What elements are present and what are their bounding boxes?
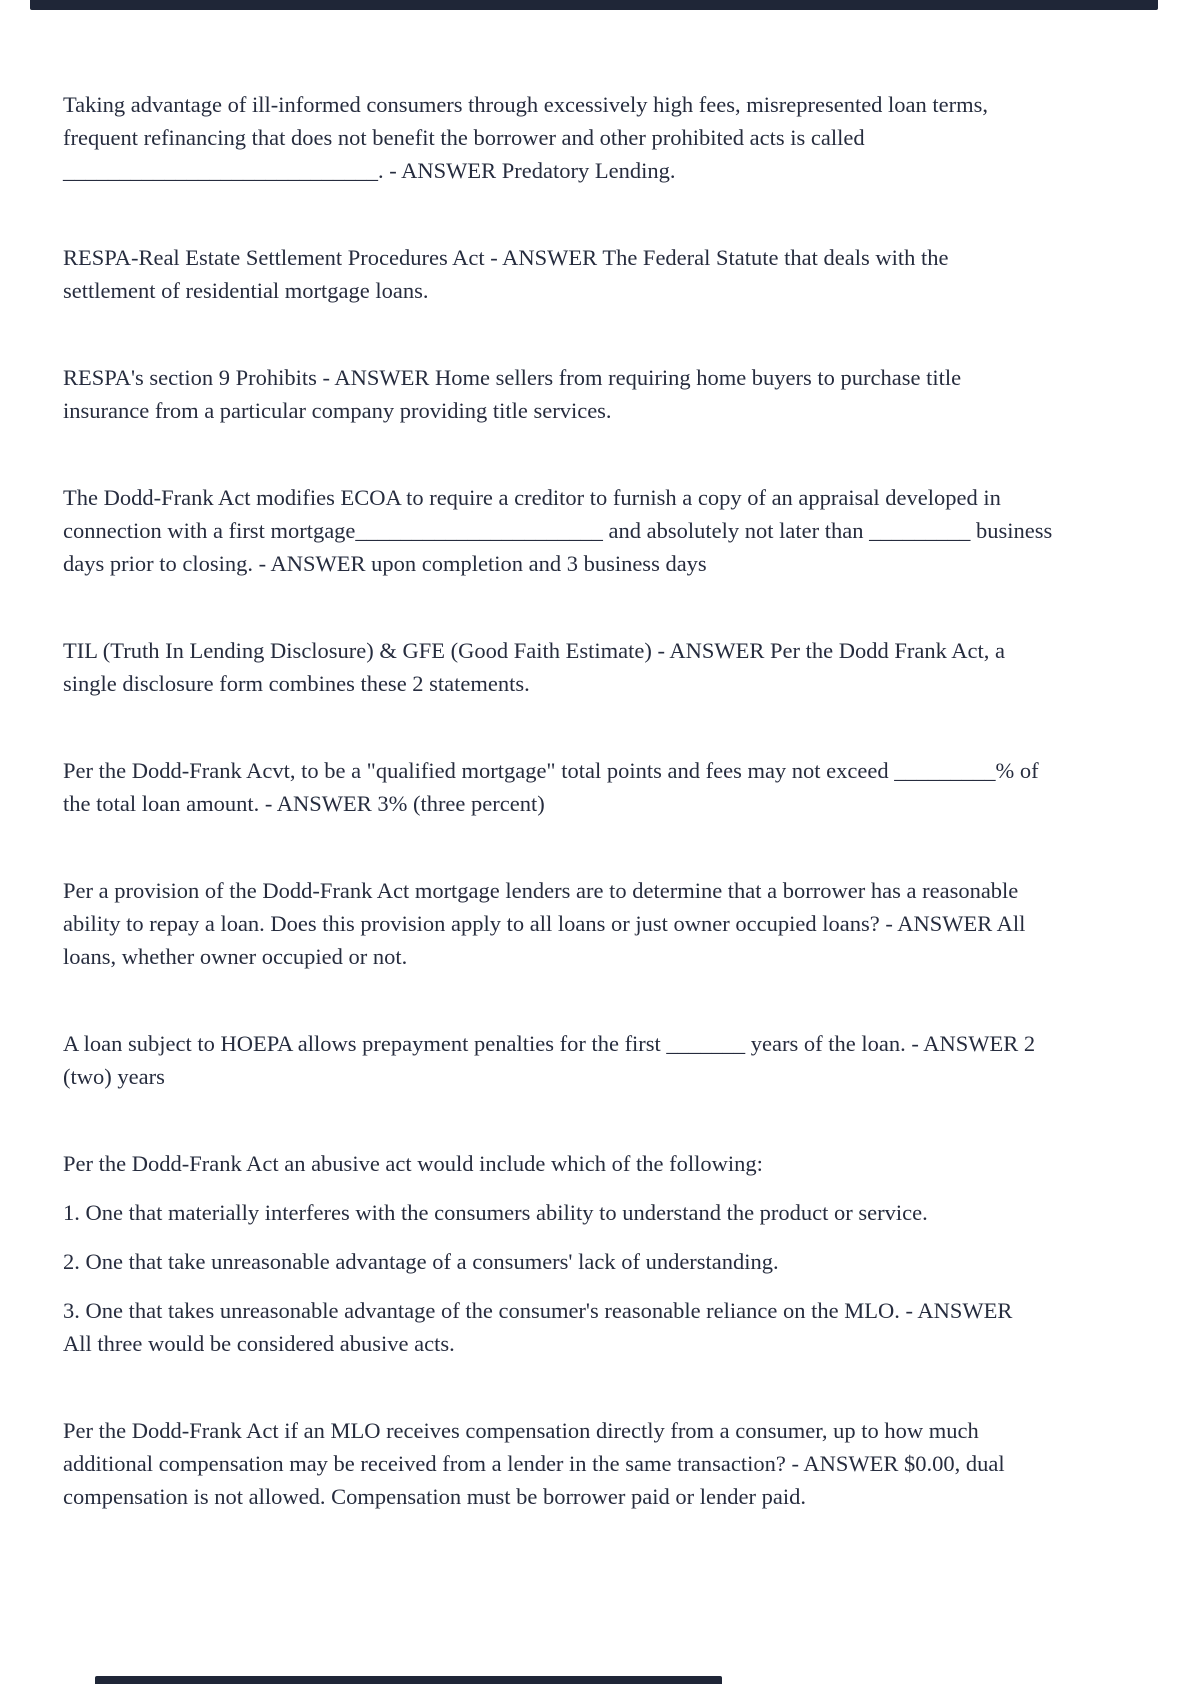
text-line: Per the Dodd-Frank Act if an MLO receives compensation directly from a consumer, up to how much: [63, 1418, 979, 1443]
paragraph-q4-dodd-frank-ecoa-appraisal: [63, 481, 1138, 580]
text-line: connection with a first mortgage______________________ and absolutely not later than _________ business: [63, 518, 1053, 543]
paragraph-q1-predatory-lending: [63, 88, 1138, 187]
text-line: settlement of residential mortgage loans.: [63, 278, 429, 303]
document-body: [63, 88, 1138, 1567]
text-line: Taking advantage of ill-informed consumers through excessively high fees, misrepresented loan terms,: [63, 92, 989, 117]
paragraph-q9-abusive-act-item-2: [63, 1245, 1138, 1278]
text-line: insurance from a particular company providing title services.: [63, 398, 612, 423]
paragraph-q6-qualified-mortgage-points-fees: [63, 754, 1138, 820]
paragraph-q5-til-gfe: [63, 634, 1138, 700]
paragraph-q9-abusive-act-item-1: [63, 1196, 1138, 1229]
text-line: ability to repay a loan. Does this provision apply to all loans or just owner occupied loans? - ANSWER All: [63, 911, 1026, 936]
paragraph-q3-respa-section-9: [63, 361, 1138, 427]
text-line: RESPA's section 9 Prohibits - ANSWER Home sellers from requiring home buyers to purchase title: [63, 365, 962, 390]
text-line: TIL (Truth In Lending Disclosure) & GFE (Good Faith Estimate) - ANSWER Per the Dodd Frank Act, a: [63, 638, 1005, 663]
text-line: compensation is not allowed. Compensation must be borrower paid or lender paid.: [63, 1484, 806, 1509]
text-line: frequent refinancing that does not benefit the borrower and other prohibited acts is called: [63, 125, 865, 150]
text-line: 2. One that take unreasonable advantage of a consumers' lack of understanding.: [63, 1249, 779, 1274]
text-line: single disclosure form combines these 2 statements.: [63, 671, 530, 696]
text-line: (two) years: [63, 1064, 165, 1089]
paragraph-q2-respa-definition: [63, 241, 1138, 307]
text-line: 1. One that materially interferes with the consumers ability to understand the product or service.: [63, 1200, 928, 1225]
text-line: All three would be considered abusive acts.: [63, 1331, 455, 1356]
text-line: Per the Dodd-Frank Act an abusive act would include which of the following:: [63, 1151, 763, 1176]
paragraph-q8-hoepa-prepayment: [63, 1027, 1138, 1093]
text-line: ____________________________. - ANSWER Predatory Lending.: [63, 158, 676, 183]
text-line: the total loan amount. - ANSWER 3% (three percent): [63, 791, 545, 816]
text-line: Per a provision of the Dodd-Frank Act mortgage lenders are to determine that a borrower has a reasonable: [63, 878, 1019, 903]
text-line: additional compensation may be received from a lender in the same transaction? - ANSWER $0.00, dual: [63, 1451, 1005, 1476]
text-line: loans, whether owner occupied or not.: [63, 944, 408, 969]
paragraph-q10-dual-compensation: [63, 1414, 1138, 1513]
paragraph-q9-abusive-act-item-3: [63, 1294, 1138, 1360]
text-line: 3. One that takes unreasonable advantage of the consumer's reasonable reliance on the MLO. - ANSWER: [63, 1298, 1013, 1323]
text-line: The Dodd-Frank Act modifies ECOA to require a creditor to furnish a copy of an appraisal developed in: [63, 485, 1001, 510]
text-line: days prior to closing. - ANSWER upon completion and 3 business days: [63, 551, 707, 576]
page-edge-artifact-bottom: [95, 1676, 722, 1684]
page-edge-artifact-top: [30, 0, 1158, 10]
paragraph-q7-ability-to-repay: [63, 874, 1138, 973]
text-line: Per the Dodd-Frank Acvt, to be a "qualified mortgage" total points and fees may not exceed _________% of: [63, 758, 1039, 783]
text-line: A loan subject to HOEPA allows prepayment penalties for the first _______ years of the loan. - ANSWER 2: [63, 1031, 1036, 1056]
text-line: RESPA-Real Estate Settlement Procedures Act - ANSWER The Federal Statute that deals with the: [63, 245, 949, 270]
paragraph-q9-abusive-act-stem: [63, 1147, 1138, 1180]
